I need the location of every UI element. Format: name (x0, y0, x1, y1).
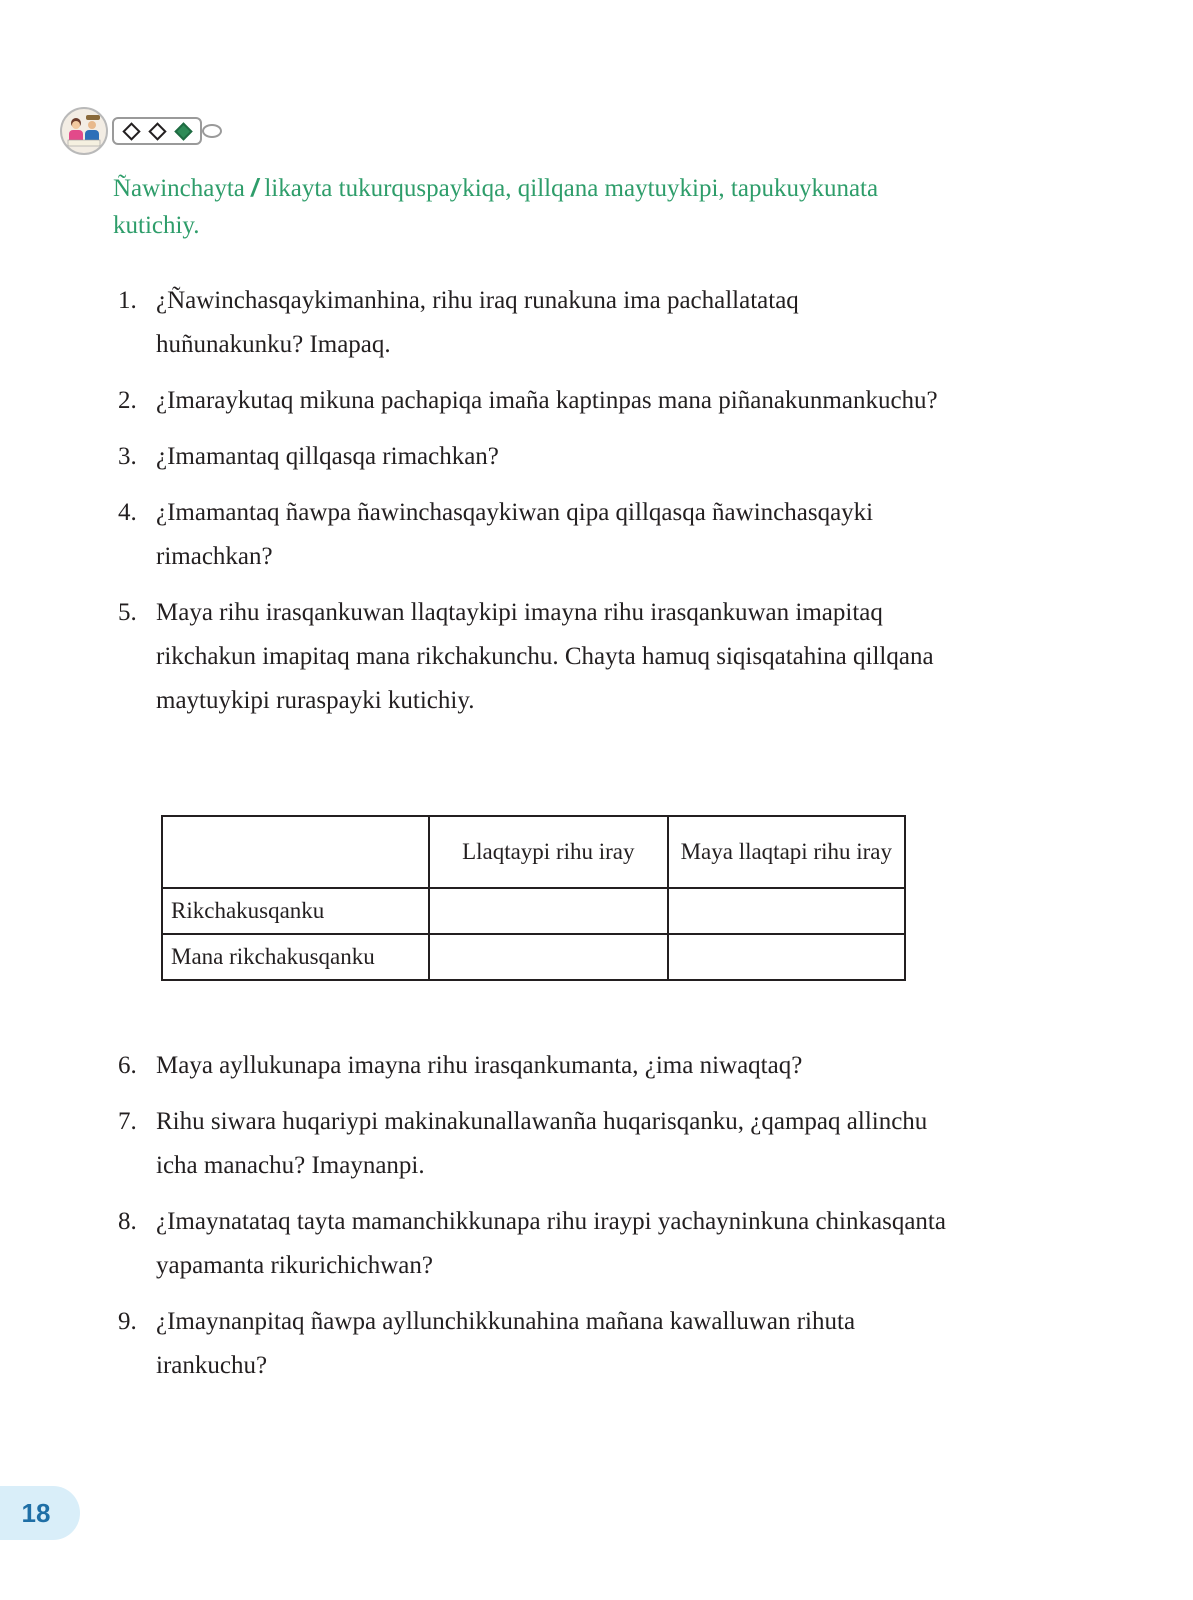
question-text: Maya ayllukunapa imayna rihu irasqankumanta, ¿ima niwaqtaq? (156, 1052, 803, 1079)
activity-header (60, 106, 202, 156)
table-corner-cell (162, 816, 429, 888)
tag-ring-icon (202, 124, 222, 138)
table-row-label: Rikchakusqanku (162, 888, 429, 934)
page-number-tab (0, 1486, 80, 1540)
table-answer-cell[interactable] (668, 888, 905, 934)
question-item (118, 591, 948, 723)
question-item (118, 1300, 948, 1388)
instruction-slash: / (251, 174, 259, 202)
question-number: 7. (118, 1108, 137, 1135)
question-text: ¿Imaynatataq tayta mamanchikkunapa rihu iraypi yachayninkuna chinkasqanta yapamanta rikurichichwan? (156, 1208, 946, 1279)
question-item (118, 1100, 948, 1188)
question-item (118, 491, 948, 579)
question-list-bottom (118, 1044, 948, 1400)
table-answer-cell[interactable] (429, 934, 668, 980)
question-item (118, 1044, 948, 1088)
students-reading-icon (60, 107, 108, 155)
table-answer-cell[interactable] (429, 888, 668, 934)
question-number: 2. (118, 387, 137, 414)
diamond-filled-icon (174, 122, 192, 140)
diamond-outline-icon (122, 122, 140, 140)
instruction-part-1: Ñawinchayta (113, 175, 245, 202)
question-text: ¿Imaraykutaq mikuna pachapiqa imaña kaptinpas mana piñanakunmankuchu? (156, 387, 938, 414)
table-header-row (162, 816, 905, 888)
table-column-header: Llaqtaypi rihu iray (429, 816, 668, 888)
table-row-label: Mana rikchakusqanku (162, 934, 429, 980)
table-answer-cell[interactable] (668, 934, 905, 980)
question-number: 1. (118, 287, 137, 314)
question-item (118, 435, 948, 479)
instruction-part-2: likayta tukurquspaykiqa, qillqana maytuykipi, tapukuykunata kutichiy. (113, 175, 879, 239)
question-text: Rihu siwara huqariypi makinakunallawanña huqarisqanku, ¿qampaq allinchu icha manachu? Imaynanpi. (156, 1108, 928, 1179)
question-number: 3. (118, 443, 137, 470)
difficulty-level-indicator (112, 117, 202, 145)
question-text: ¿Imaynanpitaq ñawpa ayllunchikkunahina mañana kawalluwan rihuta irankuchu? (156, 1308, 856, 1379)
question-text: ¿Imamantaq ñawpa ñawinchasqaykiwan qipa qillqasqa ñawinchasqayki rimachkan? (156, 499, 874, 570)
question-text: ¿Imamantaq qillqasqa rimachkan? (156, 443, 499, 470)
question-text: ¿Ñawinchasqaykimanhina, rihu iraq runakuna ima pachallatataq huñunakunku? Imapaq. (156, 287, 799, 358)
diamond-outline-icon (148, 122, 166, 140)
table-column-header: Maya llaqtapi rihu iray (668, 816, 905, 888)
table-row (162, 934, 905, 980)
comparison-table (161, 815, 906, 981)
question-item (118, 379, 948, 423)
question-number: 8. (118, 1208, 137, 1235)
question-number: 6. (118, 1052, 137, 1079)
question-item (118, 1200, 948, 1288)
question-item (118, 279, 948, 367)
table-row (162, 888, 905, 934)
question-list-top (118, 279, 948, 735)
question-number: 5. (118, 599, 137, 626)
question-text: Maya rihu irasqankuwan llaqtaykipi imayna rihu irasqankuwan imapitaq rikchakun imapitaq mana rikchakunchu. Chayta hamuq siqisqatahina qillqana maytuykipi ruraspayki kutichiy. (156, 599, 934, 714)
question-number: 4. (118, 499, 137, 526)
instruction-text (113, 170, 933, 244)
page-number: 18 (21, 1497, 51, 1528)
question-number: 9. (118, 1308, 137, 1335)
